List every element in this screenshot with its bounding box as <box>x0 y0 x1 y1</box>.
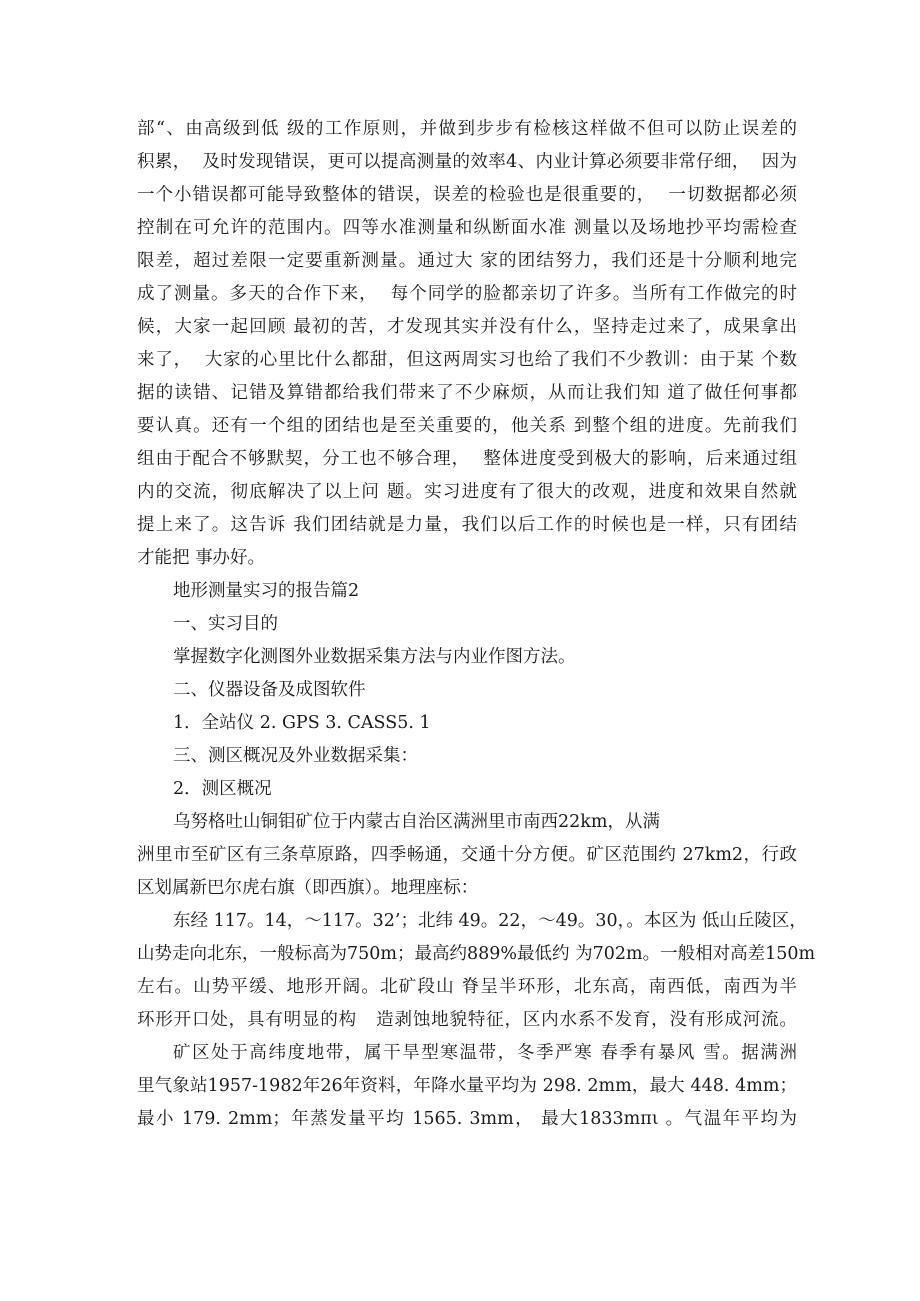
text-line: 一个小错误都可能导致整体的错误，误差的检验也是很重要的， 一切数据都必须 <box>137 185 797 205</box>
document-body <box>137 113 816 1136</box>
text-line: 山势走向北东，一般标高为750m；最高约889%最低约 为702m。一般相对高差150m <box>137 944 816 964</box>
text-line: 控制在可允许的范围内。四等水准测量和纵断面水准 测量以及场地抄平均需检查 <box>137 218 797 238</box>
list-item: 2．测区概况 <box>173 779 272 799</box>
text-line: 最小 179. 2mm；年蒸发量平均 1565. 3mm， 最大1833mπι 。气温年平均为 <box>137 1109 797 1129</box>
text-line: 乌努格吐山铜钼矿位于内蒙古自治区满洲里市南西22km，从满 <box>173 812 660 832</box>
section-heading: 一、实习目的 <box>173 614 278 634</box>
text-line: 成了测量。多天的合作下来， 每个同学的脸都亲切了许多。当所有工作做完的时 <box>137 284 797 304</box>
text-line: 部“、由高级到低 级的工作原则，并做到步步有检核这样做不但可以防止误差的 <box>137 119 797 139</box>
text-line: 东经 117。14，～117。32’；北纬 49。22，～49。30，。本区为 低山丘陵区， <box>173 911 807 931</box>
text-line: 才能把 事办好。 <box>137 548 266 568</box>
text-line: 据的读错、记错及算错都给我们带来了不少麻烦，从而让我们知 道了做任何事都 <box>137 383 797 403</box>
text-line: 候，大家一起回顾 最初的苦，才发现其实并没有什么，坚持走过来了，成果拿出 <box>137 317 797 337</box>
text-line: 来了， 大家的心里比什么都甜，但这两周实习也给了我们不少教训：由于某 个数 <box>137 350 797 370</box>
text-line: 限差，超过差限一定要重新测量。通过大 家的团结努力，我们还是十分顺利地完 <box>137 251 797 271</box>
text-line: 要认真。还有一个组的团结也是至关重要的，他关系 到整个组的进度。先前我们 <box>137 416 797 436</box>
text-line: 左右。山势平缓、地形开阔。北矿段山 脊呈半环形，北东高，南西低，南西为半 <box>137 977 797 997</box>
text-line: 里气象站1957-1982年26年资料，年降水量平均为 298. 2mm，最大 448. 4mm； <box>137 1076 797 1096</box>
list-item: 1．全站仪 2. GPS 3. CASS5. 1 <box>173 713 431 733</box>
text-line: 环形开口处，具有明显的构 造剥蚀地貌特征，区内水系不发育，没有形成河流。 <box>137 1010 797 1030</box>
text-line: 提上来了。这告诉 我们团结就是力量，我们以后工作的时候也是一样，只有团结 <box>137 515 797 535</box>
text-line: 积累， 及时发现错误，更可以提高测量的效率4、内业计算必须要非常仔细， 因为 <box>137 152 797 172</box>
section-heading: 三、测区概况及外业数据采集： <box>173 746 418 766</box>
text-line: 矿区处于高纬度地带，属干旱型寒温带，冬季严寒 春季有暴风 雪。据满洲 <box>173 1043 797 1063</box>
text-line: 掌握数字化测图外业数据采集方法与内业作图方法。 <box>173 647 576 667</box>
text-line: 组由于配合不够默契，分工也不够合理， 整体进度受到极大的影响，后来通过组 <box>137 449 797 469</box>
text-line: 内的交流，彻底解决了以上问 题。实习进度有了很大的改观，进度和效果自然就 <box>137 482 797 502</box>
text-line: 区划属新巴尔虎右旗（即西旗）。地理座标： <box>137 878 479 898</box>
section-heading: 地形测量实习的报告篇2 <box>173 581 360 601</box>
section-heading: 二、仪器设备及成图软件 <box>173 680 366 700</box>
text-line: 洲里市至矿区有三条草原路，四季畅通，交通十分方便。矿区范围约 27km2，行政 <box>137 845 797 865</box>
